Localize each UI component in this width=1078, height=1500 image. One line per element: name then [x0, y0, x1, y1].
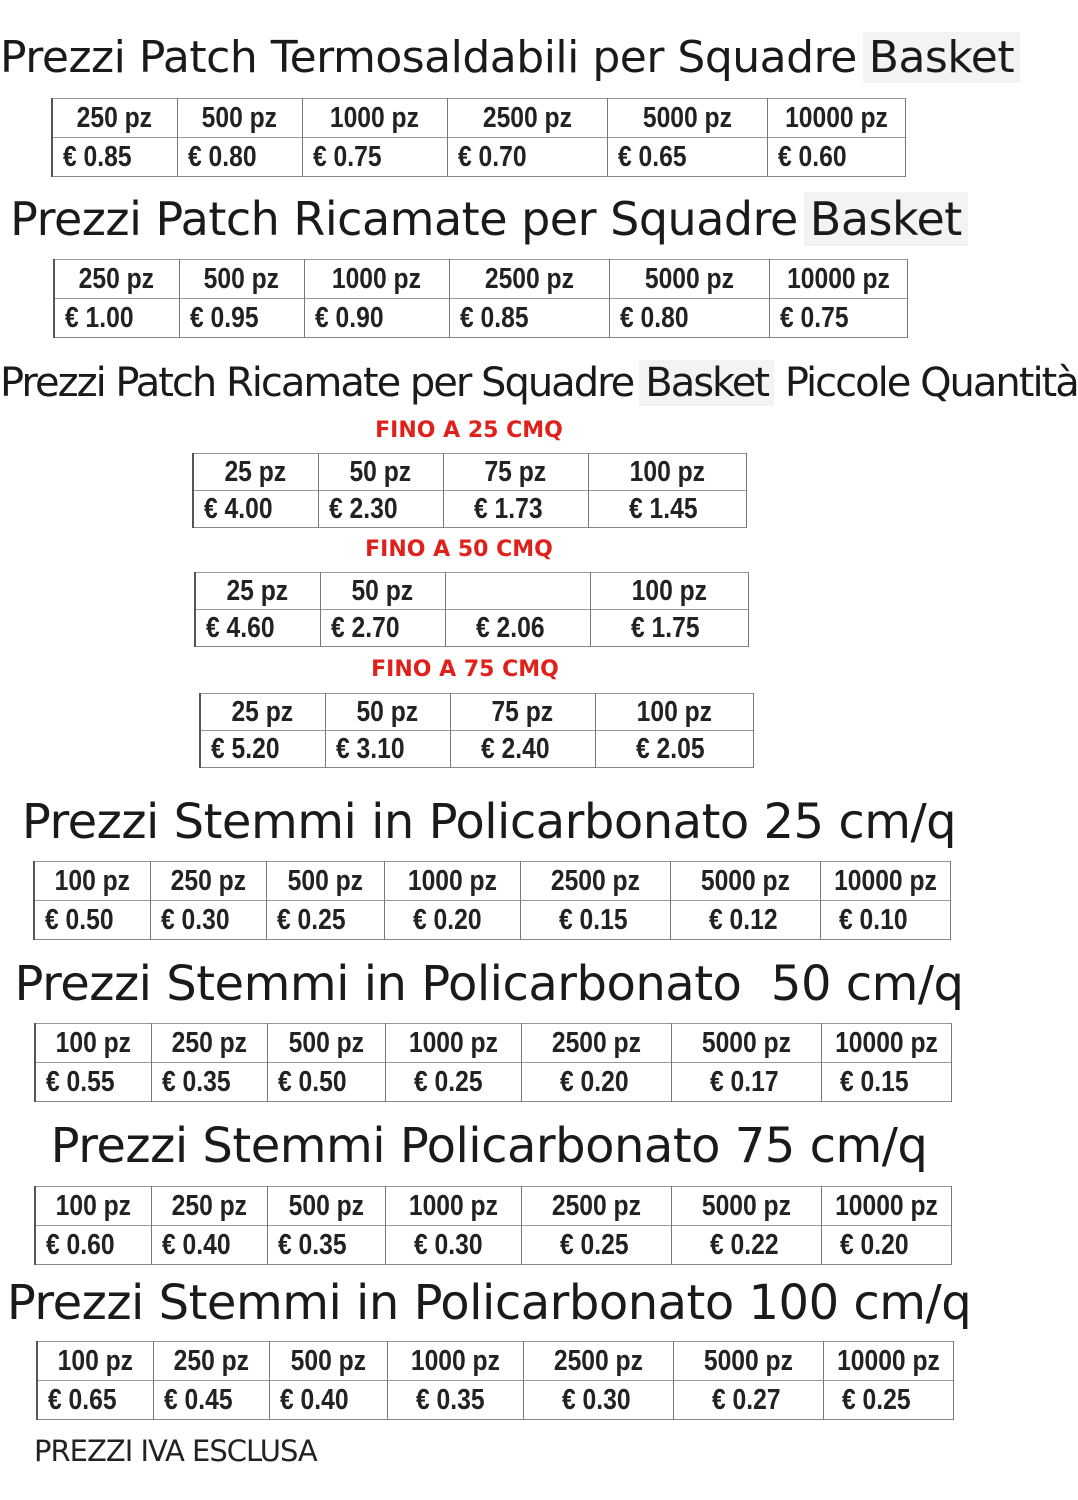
- price-cell: € 0.35: [267, 1226, 385, 1265]
- price-cell: € 0.30: [385, 1226, 521, 1265]
- quantity-cell: 10000 pz: [820, 862, 950, 901]
- basket-tag: Basket: [863, 32, 1020, 83]
- price-cell: € 0.60: [767, 138, 905, 177]
- quantity-cell: 1000 pz: [385, 1024, 521, 1063]
- price-row: [35, 1063, 951, 1102]
- price-cell: € 2.40: [450, 731, 595, 768]
- price-cell: € 0.80: [177, 138, 302, 177]
- quantity-cell: 1000 pz: [302, 99, 447, 138]
- price-table-piccole-25: [192, 453, 747, 528]
- price-cell: € 0.20: [521, 1063, 671, 1102]
- quantity-row: [35, 1187, 951, 1226]
- price-cell: € 2.70: [320, 610, 445, 647]
- quantity-cell: 500 pz: [179, 260, 304, 299]
- quantity-cell: 5000 pz: [607, 99, 767, 138]
- price-cell: € 0.35: [151, 1063, 267, 1102]
- price-cell: € 0.10: [820, 901, 950, 940]
- price-cell: € 2.06: [445, 610, 590, 647]
- quantity-cell: 250 pz: [153, 1342, 269, 1381]
- size-label-75: FINO A 75 CMQ: [371, 657, 559, 682]
- quantity-cell: 250 pz: [54, 260, 179, 299]
- price-cell: € 0.75: [302, 138, 447, 177]
- price-cell: € 0.25: [266, 901, 384, 940]
- quantity-cell: 250 pz: [52, 99, 177, 138]
- quantity-cell: 500 pz: [266, 862, 384, 901]
- quantity-row: [52, 99, 905, 138]
- quantity-cell: 5000 pz: [609, 260, 769, 299]
- quantity-cell: 2500 pz: [447, 99, 607, 138]
- price-table-stemmi-50: [34, 1023, 952, 1102]
- price-cell: € 2.05: [595, 731, 753, 768]
- quantity-cell: 100 pz: [595, 694, 753, 731]
- basket-tag: Basket: [804, 192, 968, 246]
- price-cell: € 0.90: [304, 299, 449, 338]
- price-cell: € 4.00: [193, 491, 318, 528]
- price-cell: € 0.25: [521, 1226, 671, 1265]
- quantity-row: [35, 1024, 951, 1063]
- quantity-row: [54, 260, 907, 299]
- price-cell: € 3.10: [325, 731, 450, 768]
- quantity-row: [37, 1342, 953, 1381]
- title-text-suffix: Piccole Quantità: [784, 360, 1078, 406]
- quantity-cell: 100 pz: [34, 862, 150, 901]
- quantity-cell: 100 pz: [35, 1187, 151, 1226]
- quantity-cell: 500 pz: [177, 99, 302, 138]
- title-text: Prezzi Patch Ricamate per Squadre: [10, 192, 798, 246]
- quantity-cell: 5000 pz: [671, 1187, 821, 1226]
- price-table-ricamate: [53, 259, 908, 338]
- price-cell: € 0.40: [151, 1226, 267, 1265]
- price-row: [54, 299, 907, 338]
- quantity-cell: 100 pz: [588, 454, 746, 491]
- footer-note: PREZZI IVA ESCLUSA: [34, 1434, 317, 1468]
- basket-tag: Basket: [639, 360, 774, 406]
- quantity-cell: 10000 pz: [821, 1024, 951, 1063]
- quantity-row: [200, 694, 753, 731]
- price-row: [34, 901, 950, 940]
- price-cell: € 0.50: [34, 901, 150, 940]
- quantity-cell: 10000 pz: [821, 1187, 951, 1226]
- title-text: Prezzi Patch Ricamate per Squadre: [0, 360, 634, 406]
- price-cell: € 0.70: [447, 138, 607, 177]
- price-cell: € 0.65: [37, 1381, 153, 1420]
- quantity-row: [34, 862, 950, 901]
- price-cell: € 4.60: [195, 610, 320, 647]
- price-row: [37, 1381, 953, 1420]
- section-title-stemmi-100: Prezzi Stemmi in Policarbonato 100 cm/q: [6, 1275, 972, 1331]
- price-cell: € 0.35: [387, 1381, 523, 1420]
- section-title-stemmi-75: Prezzi Stemmi Policarbonato 75 cm/q: [50, 1118, 928, 1174]
- quantity-cell: 500 pz: [267, 1024, 385, 1063]
- price-cell: € 0.65: [607, 138, 767, 177]
- price-table-piccole-50: [194, 572, 749, 647]
- price-cell: € 0.85: [52, 138, 177, 177]
- price-cell: € 0.55: [35, 1063, 151, 1102]
- quantity-cell: 5000 pz: [671, 1024, 821, 1063]
- price-cell: € 0.25: [385, 1063, 521, 1102]
- quantity-cell: 1000 pz: [387, 1342, 523, 1381]
- quantity-row: [195, 573, 748, 610]
- price-cell: € 1.73: [443, 491, 588, 528]
- section-title-termosaldabili: [0, 32, 1015, 83]
- quantity-cell: 250 pz: [150, 862, 266, 901]
- price-cell: € 1.00: [54, 299, 179, 338]
- price-cell: € 0.95: [179, 299, 304, 338]
- quantity-cell: [445, 573, 590, 610]
- price-table-stemmi-75: [34, 1186, 952, 1265]
- quantity-row: [193, 454, 746, 491]
- quantity-cell: 500 pz: [269, 1342, 387, 1381]
- price-row: [35, 1226, 951, 1265]
- quantity-cell: 2500 pz: [449, 260, 609, 299]
- price-cell: € 0.30: [523, 1381, 673, 1420]
- quantity-cell: 50 pz: [320, 573, 445, 610]
- price-cell: € 0.25: [823, 1381, 953, 1420]
- quantity-cell: 1000 pz: [385, 1187, 521, 1226]
- price-row: [193, 491, 746, 528]
- price-cell: € 0.45: [153, 1381, 269, 1420]
- quantity-cell: 5000 pz: [670, 862, 820, 901]
- section-title-ricamate: [0, 192, 978, 246]
- quantity-cell: 5000 pz: [673, 1342, 823, 1381]
- quantity-cell: 2500 pz: [523, 1342, 673, 1381]
- quantity-cell: 250 pz: [151, 1024, 267, 1063]
- quantity-cell: 25 pz: [193, 454, 318, 491]
- price-cell: € 2.30: [318, 491, 443, 528]
- quantity-cell: 50 pz: [325, 694, 450, 731]
- section-title-stemmi-25: Prezzi Stemmi in Policarbonato 25 cm/q: [21, 794, 957, 850]
- price-cell: € 0.75: [769, 299, 907, 338]
- price-table-termosaldabili: [51, 98, 906, 177]
- price-cell: € 0.80: [609, 299, 769, 338]
- size-label-25: FINO A 25 CMQ: [375, 418, 563, 443]
- price-cell: € 0.27: [673, 1381, 823, 1420]
- quantity-cell: 100 pz: [35, 1024, 151, 1063]
- price-cell: € 1.75: [590, 610, 748, 647]
- quantity-cell: 10000 pz: [767, 99, 905, 138]
- price-cell: € 0.17: [671, 1063, 821, 1102]
- price-cell: € 0.20: [384, 901, 520, 940]
- quantity-cell: 250 pz: [151, 1187, 267, 1226]
- price-cell: € 0.85: [449, 299, 609, 338]
- section-title-stemmi-50: Prezzi Stemmi in Policarbonato 50 cm/q: [14, 956, 964, 1012]
- price-row: [52, 138, 905, 177]
- price-cell: € 0.60: [35, 1226, 151, 1265]
- quantity-cell: 1000 pz: [304, 260, 449, 299]
- price-cell: € 0.15: [520, 901, 670, 940]
- price-cell: € 0.50: [267, 1063, 385, 1102]
- size-label-50: FINO A 50 CMQ: [365, 537, 553, 562]
- price-row: [200, 731, 753, 768]
- price-row: [195, 610, 748, 647]
- quantity-cell: 500 pz: [267, 1187, 385, 1226]
- quantity-cell: 25 pz: [195, 573, 320, 610]
- quantity-cell: 50 pz: [318, 454, 443, 491]
- section-title-piccole: [0, 360, 1078, 406]
- quantity-cell: 10000 pz: [823, 1342, 953, 1381]
- quantity-cell: 10000 pz: [769, 260, 907, 299]
- price-cell: € 0.15: [821, 1063, 951, 1102]
- price-table-stemmi-100: [36, 1341, 954, 1420]
- price-table-piccole-75: [199, 693, 754, 768]
- quantity-cell: 25 pz: [200, 694, 325, 731]
- quantity-cell: 100 pz: [37, 1342, 153, 1381]
- price-cell: € 0.30: [150, 901, 266, 940]
- quantity-cell: 2500 pz: [520, 862, 670, 901]
- price-table-stemmi-25: [33, 861, 951, 940]
- quantity-cell: 100 pz: [590, 573, 748, 610]
- price-cell: € 0.20: [821, 1226, 951, 1265]
- title-text: Prezzi Patch Termosaldabili per Squadre: [0, 32, 857, 83]
- quantity-cell: 2500 pz: [521, 1024, 671, 1063]
- price-cell: € 0.12: [670, 901, 820, 940]
- price-cell: € 5.20: [200, 731, 325, 768]
- quantity-cell: 1000 pz: [384, 862, 520, 901]
- quantity-cell: 75 pz: [450, 694, 595, 731]
- quantity-cell: 2500 pz: [521, 1187, 671, 1226]
- price-cell: € 1.45: [588, 491, 746, 528]
- quantity-cell: 75 pz: [443, 454, 588, 491]
- price-cell: € 0.22: [671, 1226, 821, 1265]
- price-cell: € 0.40: [269, 1381, 387, 1420]
